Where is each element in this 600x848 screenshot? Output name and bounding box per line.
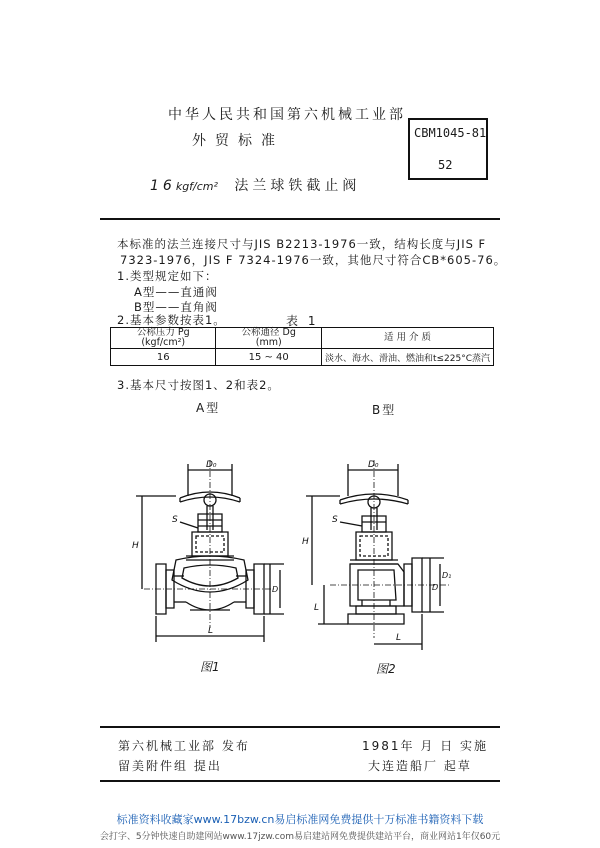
dim-label-d: D [432,583,439,592]
parameters-table [110,327,494,366]
table-header-cell: 适 用 介 质 [321,328,493,349]
footer-divider-bottom [100,780,500,782]
standard-type: 外贸标准 [192,133,284,149]
dim-label-s: S [332,515,338,525]
dim-label-l: L [314,603,320,613]
dim-label-h: H [302,537,309,547]
ministry-name: 中华人民共和国第六机械工业部 [168,107,406,123]
title-name: 法兰球铁截止阀 [234,178,361,194]
standard-number: CBM1045-81 [414,126,487,140]
dim-label-d0: D₀ [368,460,379,470]
title-pressure-unit: kgf/cm² [175,180,218,193]
table-header-cell: 公称压力 Pg (kgf/cm²) [111,328,216,349]
dim-label-d1: D₁ [442,571,452,580]
title-pressure: 16 [150,178,176,194]
figure-1-caption: 图1 [200,660,220,674]
item-1: 1.类型规定如下： [117,269,218,283]
intro-line-1: 本标准的法兰连接尺寸与JIS B2213-1976一致，结构长度与JIS F [117,237,487,251]
dim-label-h: H [132,541,139,551]
type-b-label: B型 [372,403,397,417]
item-1-type-b: B型——直角阀 [134,300,218,314]
dim-label-d: D [272,585,279,594]
dim-label-l: L [208,626,214,636]
type-a-label: A型 [196,401,221,415]
watermark-line-1: 标准资料收藏家www.17bzw.cn易启标准网免费提供十万标准书籍资料下载 [116,813,484,826]
table-header-row [111,328,494,349]
document-title [150,175,360,195]
figure-2-angle-valve [300,456,460,666]
dim-label-l: L [396,633,402,643]
footer-issuer: 第六机械工业部 发布 [118,739,250,753]
table-header-cell: 公称通径 Dg (mm) [216,328,322,349]
footer-proposer: 留美附件组 提出 [118,759,222,773]
footer-effective: 1981年 月 日 实施 [362,739,488,753]
item-1-type-a: A型——直通阀 [134,285,218,299]
table-cell: 16 [111,349,216,366]
intro-line-2: 7323-1976，JIS F 7324-1976一致，其他尺寸符合CB*605-76。 [120,253,507,267]
header-divider [100,218,500,220]
standard-number-box [408,118,488,180]
table-cell: 淡水、海水、滑油、燃油和t≤225°C蒸汽 [321,349,493,366]
item-3: 3.基本尺寸按图1、2和表2。 [117,378,280,392]
footer-divider-top [100,726,500,728]
table-cell: 15 ~ 40 [216,349,322,366]
table-row [111,349,494,366]
item-2: 2.基本参数按表1。 [117,313,226,327]
table-1-title: 表 1 [286,314,319,328]
figure-2-caption: 图2 [376,662,396,676]
footer-drafter: 大连造船厂 起草 [368,759,472,773]
watermark-line-2: 会打字、5分钟快速自助建网站www.17jzw.com易启建站网免费提供建站平台，商业网站1年仅60元 [99,832,501,842]
dim-label-s: S [172,515,178,525]
dim-label-d0: D₀ [206,460,217,470]
figure-1-straight-valve [130,456,290,666]
year-code: 52 [438,158,453,172]
